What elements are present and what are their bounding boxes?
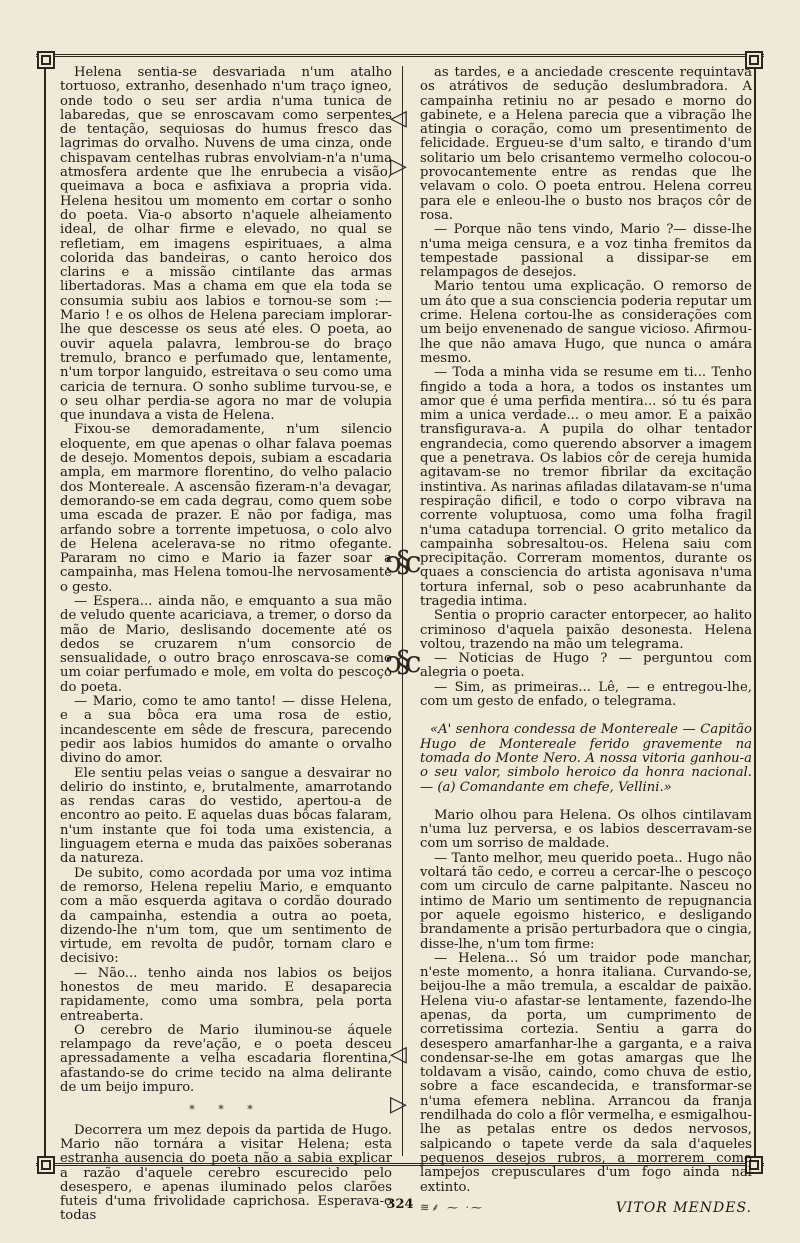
scroll-ornament-icon: ↄ§c bbox=[385, 545, 416, 580]
scroll-ornament-icon: ↄ§c bbox=[385, 645, 416, 680]
section-separator: * * * bbox=[189, 1103, 263, 1117]
paragraph: — Tanto melhor, meu querido poeta.. Hugo não voltará tão cedo, e correu a cercar-lhe o pescoço com um circulo de carne palpitante. Nasceu no intimo de Mario um sentimento de repugnancia por aquele egoismo histerico, e desligando brandamente a prisão perturbadora que o cingia, disse-lhe, n'um tom firme: bbox=[420, 850, 752, 952]
paragraph: Decorrera um mez depois da partida de Hugo. Mario não tornára a visitar Helena; esta estranha ausencia do poeta não a sabia explicar a razão d'aquele cerebro escurecido pelo desespero, e apenas iluminado pelos clarões futeis d'uma frivolidade caprichosa. Esperava-o todas bbox=[60, 1122, 392, 1224]
right-column bbox=[420, 66, 752, 1215]
left-column bbox=[60, 66, 392, 1224]
paragraph: — Espera... ainda não, e emquanto a sua mão de veludo quente acariciava, a tremer, o dorso da mão de Mario, deslisando docemente até os dedos se cruzarem n'um consorcio de sensualidade, o outro braço enroscava-se como um coiar perfumado e mole, em volta do pescoço do poeta. bbox=[60, 593, 392, 695]
page-frame-left bbox=[44, 54, 46, 1164]
page-frame-right bbox=[754, 54, 756, 1164]
telegram-quote: «A' senhora condessa de Montereale — Capitão Hugo de Montereale ferido gravemente na tomada do Monte Nero. A nossa vitoria ganhou-a o seu valor, simbolo heroico da honra nacional. — (a) Comandante em chefe, Vellini.» bbox=[420, 722, 752, 795]
corner-ornament-icon bbox=[37, 1156, 55, 1174]
arrow-right-ornament-icon: ▷ bbox=[390, 1092, 407, 1117]
corner-ornament-icon bbox=[37, 51, 55, 69]
paragraph: De subito, como acordada por uma voz intima de remorso, Helena repeliu Mario, e emquanto com a mão esquerda agitava o cordão dourado da campainha, estendia a outra ao poeta, dizendo-lhe n'um tom, que um sentimento de virtude, em revolta de pudôr, tornam claro e decisivo: bbox=[60, 865, 392, 967]
paragraph: Fixou-se demoradamente, n'um silencio eloquente, em que apenas o olhar falava poemas de desejo. Momentos depois, subiam a escadaria ampla, em marmore florentino, do velho palacio dos Montereale. A ascensão fizeram-n'a devagar, demorando-se em cada degrau, como quem sobe uma escada de prazer. E não por fadiga, mas arfando sobre a torrente impetuosa, o colo alvo de Helena acelerava-se no ritmo ofegante. Pararam no cimo e Mario ia fazer soar a campainha, mas Helena tomou-lhe nervosamente o gesto. bbox=[60, 422, 392, 595]
paragraph: Helena sentia-se desvariada n'um atalho tortuoso, extranho, desenhado n'um traço igneo, onde todo o seu ser ardia n'uma tunica de labaredas, que se enroscavam como serpentes de tentação, sequiosas do humus fresco das lagrimas do orvalho. Nuvens de uma cinza, onde chispavam centelhas rubras envolviam-n'a n'uma atmosfera ardente que lhe enrubecia a visão, queimava a boca e asfixiava a propria vida. Helena hesitou um momento em cortar o sonho do poeta. Via-o absorto n'aquele alheiamento ideal, de olhar firme e elevado, no qual se refletiam, em imagens espirituaes, a alma colorida das bandeiras, o canto heroico dos clarins e a missão cintilante das armas libertadoras. Mas a chama em que ela toda se consumia subiu aos labios e tornou-se som :—Mario ! e os olhos de Helena pareciam implorar-lhe que descesse os seus até eles. O poeta, ao ouvir aquela palavra, lembrou-se do braço tremulo, branco e perfumado que, lentamente, n'um torpor languido, estreitava o seu como uma caricia de ternura. O sonho sublime turvou-se, e o seu olhar perdia-se agora no mar de volupia que inundava a vista de Helena. bbox=[60, 65, 392, 424]
column-divider bbox=[402, 66, 403, 1156]
author-signature: VITOR MENDES. bbox=[615, 1199, 752, 1216]
paragraph: Ele sentiu pelas veias o sangue a desvairar no delirio do instinto, e, brutalmente, amarrotando as rendas caras do vestido, apertou-a de encontro ao peito. E aquelas duas bôcas falaram, n'um instante que foi toda uma existencia, a linguagem eterna e muda das paixões soberanas da natureza. bbox=[60, 765, 392, 867]
paragraph: — Porque não tens vindo, Mario ?— disse-lhe n'uma meiga censura, e a voz tinha fremitos da tempestade passional a dissipar-se em relampagos de desejos. bbox=[420, 222, 752, 281]
paragraph: O cerebro de Mario iluminou-se áquele relampago da reve'ação, e o poeta desceu apressadamente a velha escadaria florentina, afastando-se do crime tecido na alma delirante de um beijo impuro. bbox=[60, 1022, 392, 1096]
paragraph: — Sim, as primeiras... Lê, — e entregou-lhe, com um gesto de enfado, o telegrama. bbox=[420, 679, 752, 710]
arrow-left-ornament-icon: ◁ bbox=[390, 1042, 407, 1067]
signature-flourish-icon: ≋⸙ ⁓ ·⁓ bbox=[420, 1200, 484, 1214]
paragraph: — Não... tenho ainda nos labios os beijos honestos de meu marido. E desaparecia rapidamente, como uma sombra, pela porta entreaberta. bbox=[60, 965, 392, 1024]
paragraph: Sentia o proprio caracter entorpecer, ao halito criminoso d'aquela paixão desonesta. Helena voltou, trazendo na mão um telegrama. bbox=[420, 608, 752, 652]
paragraph: — Helena... Só um traidor pode manchar, n'este momento, a honra italiana. Curvando-se, beijou-lhe a mão tremula, a escaldar de paixão. Helena viu-o afastar-se lentamente, fazendo-lhe apenas, da porta, um cumprimento de corretissima cortezia. Sentiu a garra do desespero amarfanhar-lhe a garganta, e a raiva condensar-se-lhe em gotas amargas que lhe toldavam a visão, caindo, como chuva de estio, sobre a face escandecida, e transformar-se n'uma efemera neblina. Arrancou da franja rendilhada do colo a flôr vermelha, e esmigalhou-lhe as petalas entre os dedos nervosos, salpicando o tapete verde da sala d'aqueles pequenos desejos rubros, a morrerem como lampejos crepusculares d'um fogo ainda nal extinto. bbox=[420, 950, 752, 1195]
page-number: 324 bbox=[386, 1197, 414, 1212]
paragraph: Mario tentou uma explicação. O remorso de um áto que a sua consciencia poderia reputar um crime. Helena cortou-lhe as considerações com um beijo envenenado de sangue vicioso. Afirmou-lhe que não amava Hugo, que nunca o amára mesmo. bbox=[420, 279, 752, 366]
paragraph: — Noticias de Hugo ? — perguntou com alegria o poeta. bbox=[420, 651, 752, 681]
paragraph: — Mario, como te amo tanto! — disse Helena, e a sua bôca era uma rosa de estio, incandescente em sêde de frescura, parecendo pedir aos labios humidos do amante o orvalho divino do amor. bbox=[60, 694, 392, 767]
paragraph: as tardes, e a anciedade crescente requintava os atrátivos de sedução deslumbradora. A campainha retiniu no ar pesado e morno do gabinete, e a Helena parecia que a vibração lhe atingia o coração, como um presentimento de felicidade. Ergueu-se d'um salto, e tirando d'um solitario um belo crisantemo vermelho colocou-o provocantemente entre as rendas que lhe velavam o colo. O poeta entrou. Helena correu para ele e enleou-lhe o busto nos braços côr de rosa. bbox=[420, 65, 752, 223]
page-frame-top bbox=[36, 54, 764, 57]
arrow-left-ornament-icon: ◁ bbox=[390, 106, 407, 131]
paragraph: Mario olhou para Helena. Os olhos cintilavam n'uma luz perversa, e os labios descerravam-se com um sorriso de maldade. bbox=[420, 807, 752, 852]
paragraph: — Toda a minha vida se resume em ti... Tenho fingido a toda a hora, a todos os instantes um amor que é uma perfida mentira... só tu és para mim a unica verdade... o meu amor. E a paixão transfigurava-a. A pupila do olhar tentador engrandecia, como querendo absorver a imagem que a penetrava. Os labios côr de cereja humida agitavam-se no tremor fibrilar da excitação instintiva. As narinas afiladas dilatavam-se n'uma respiração dificil, e todo o corpo vibrava na corrente voluptuosa, como uma folha fragil n'uma catadupa torrencial. O grito metalico da campainha sobresaltou-os. Helena saiu com precipitação. Correram momentos, durante os quaes a consciencia do artista agonisava n'uma tortura infernal, sob o peso acabrunhante da tragedia intima. bbox=[420, 365, 752, 609]
arrow-right-ornament-icon: ▷ bbox=[390, 154, 407, 179]
